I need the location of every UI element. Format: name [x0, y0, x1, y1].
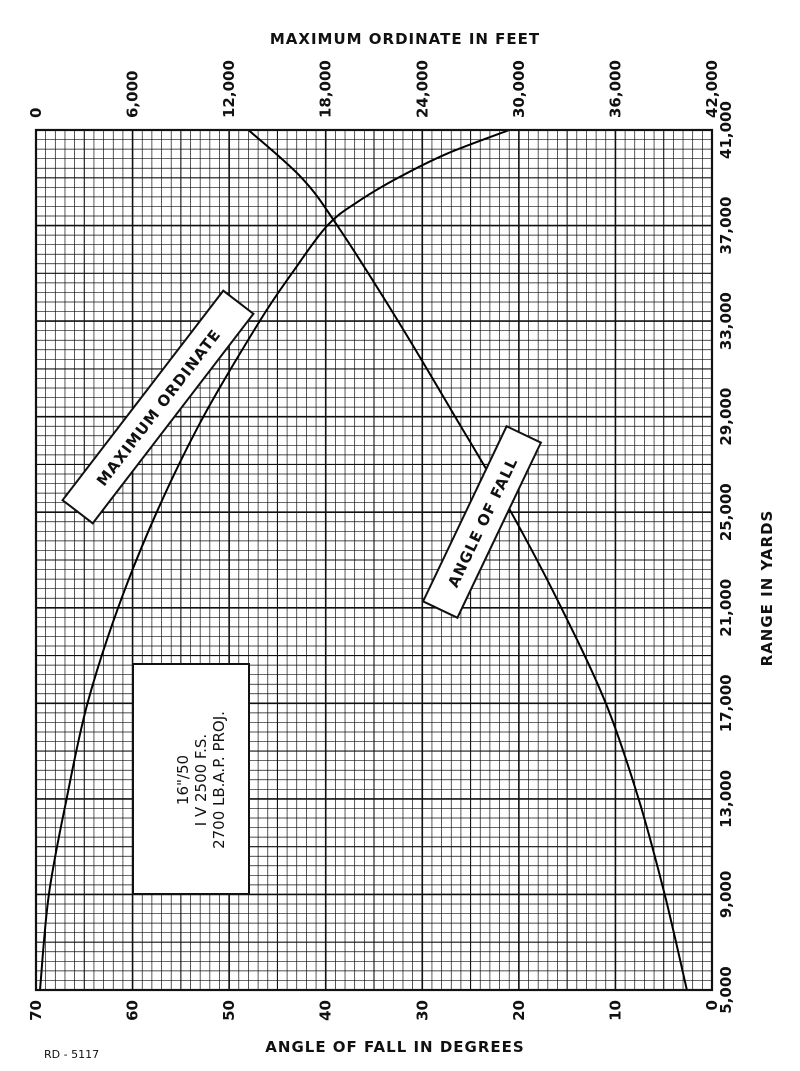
max-ordinate-tick-label: 12,000 [220, 60, 239, 118]
angle-of-fall-tick-label: 50 [220, 1000, 239, 1021]
max-ordinate-tick-label: 42,000 [703, 60, 721, 118]
range-axis-title: RANGE IN YARDS [758, 509, 776, 667]
angle-of-fall-tick-label: 10 [606, 1000, 625, 1021]
range-tick-label: 29,000 [717, 387, 735, 446]
gun-info-velocity: I V 2500 F.S. [192, 733, 210, 827]
angle-of-fall-tick-label: 30 [413, 1000, 432, 1021]
range-tick-label: 33,000 [717, 292, 735, 351]
max-ordinate-label: MAXIMUM ORDINATE [92, 325, 225, 490]
angle-of-fall-tick-label: 60 [123, 1000, 142, 1021]
range-tick-label: 37,000 [717, 196, 735, 255]
angle-of-fall-tick-label: 70 [27, 1000, 45, 1021]
angle-of-fall-tick-label: 40 [316, 1000, 335, 1021]
angle-of-fall-tick-label: 20 [509, 1000, 528, 1021]
gun-info-caliber: 16"/50 [174, 754, 192, 806]
angle-of-fall-axis-title: ANGLE OF FALL IN DEGREES [265, 1038, 525, 1056]
max-ordinate-tick-label: 18,000 [316, 60, 335, 118]
max-ordinate-tick-label: 30,000 [509, 60, 528, 118]
range-tick-label: 13,000 [717, 769, 735, 828]
gun-info-box [133, 664, 249, 894]
max-ordinate-axis-title: MAXIMUM ORDINATE IN FEET [269, 30, 541, 48]
max-ordinate-tick-label: 36,000 [606, 60, 625, 118]
drawing-code: RD - 5117 [44, 1048, 100, 1061]
angle-of-fall-label: ANGLE OF FALL [444, 454, 522, 591]
range-tick-label: 25,000 [717, 483, 735, 542]
range-tick-label: 9,000 [717, 870, 735, 919]
max-ordinate-tick-label: 24,000 [413, 60, 432, 118]
gun-info-projectile: 2700 LB.A.P. PROJ. [210, 711, 228, 849]
range-tick-label: 41,000 [717, 101, 735, 159]
range-tick-label: 21,000 [717, 578, 735, 637]
angle-of-fall-tick-label: 0 [703, 1000, 721, 1011]
max-ordinate-tick-label: 0 [27, 107, 45, 118]
range-tick-label: 17,000 [717, 674, 735, 733]
max-ordinate-tick-label: 6,000 [123, 70, 142, 118]
range-tick-label: 5,000 [717, 966, 735, 1014]
